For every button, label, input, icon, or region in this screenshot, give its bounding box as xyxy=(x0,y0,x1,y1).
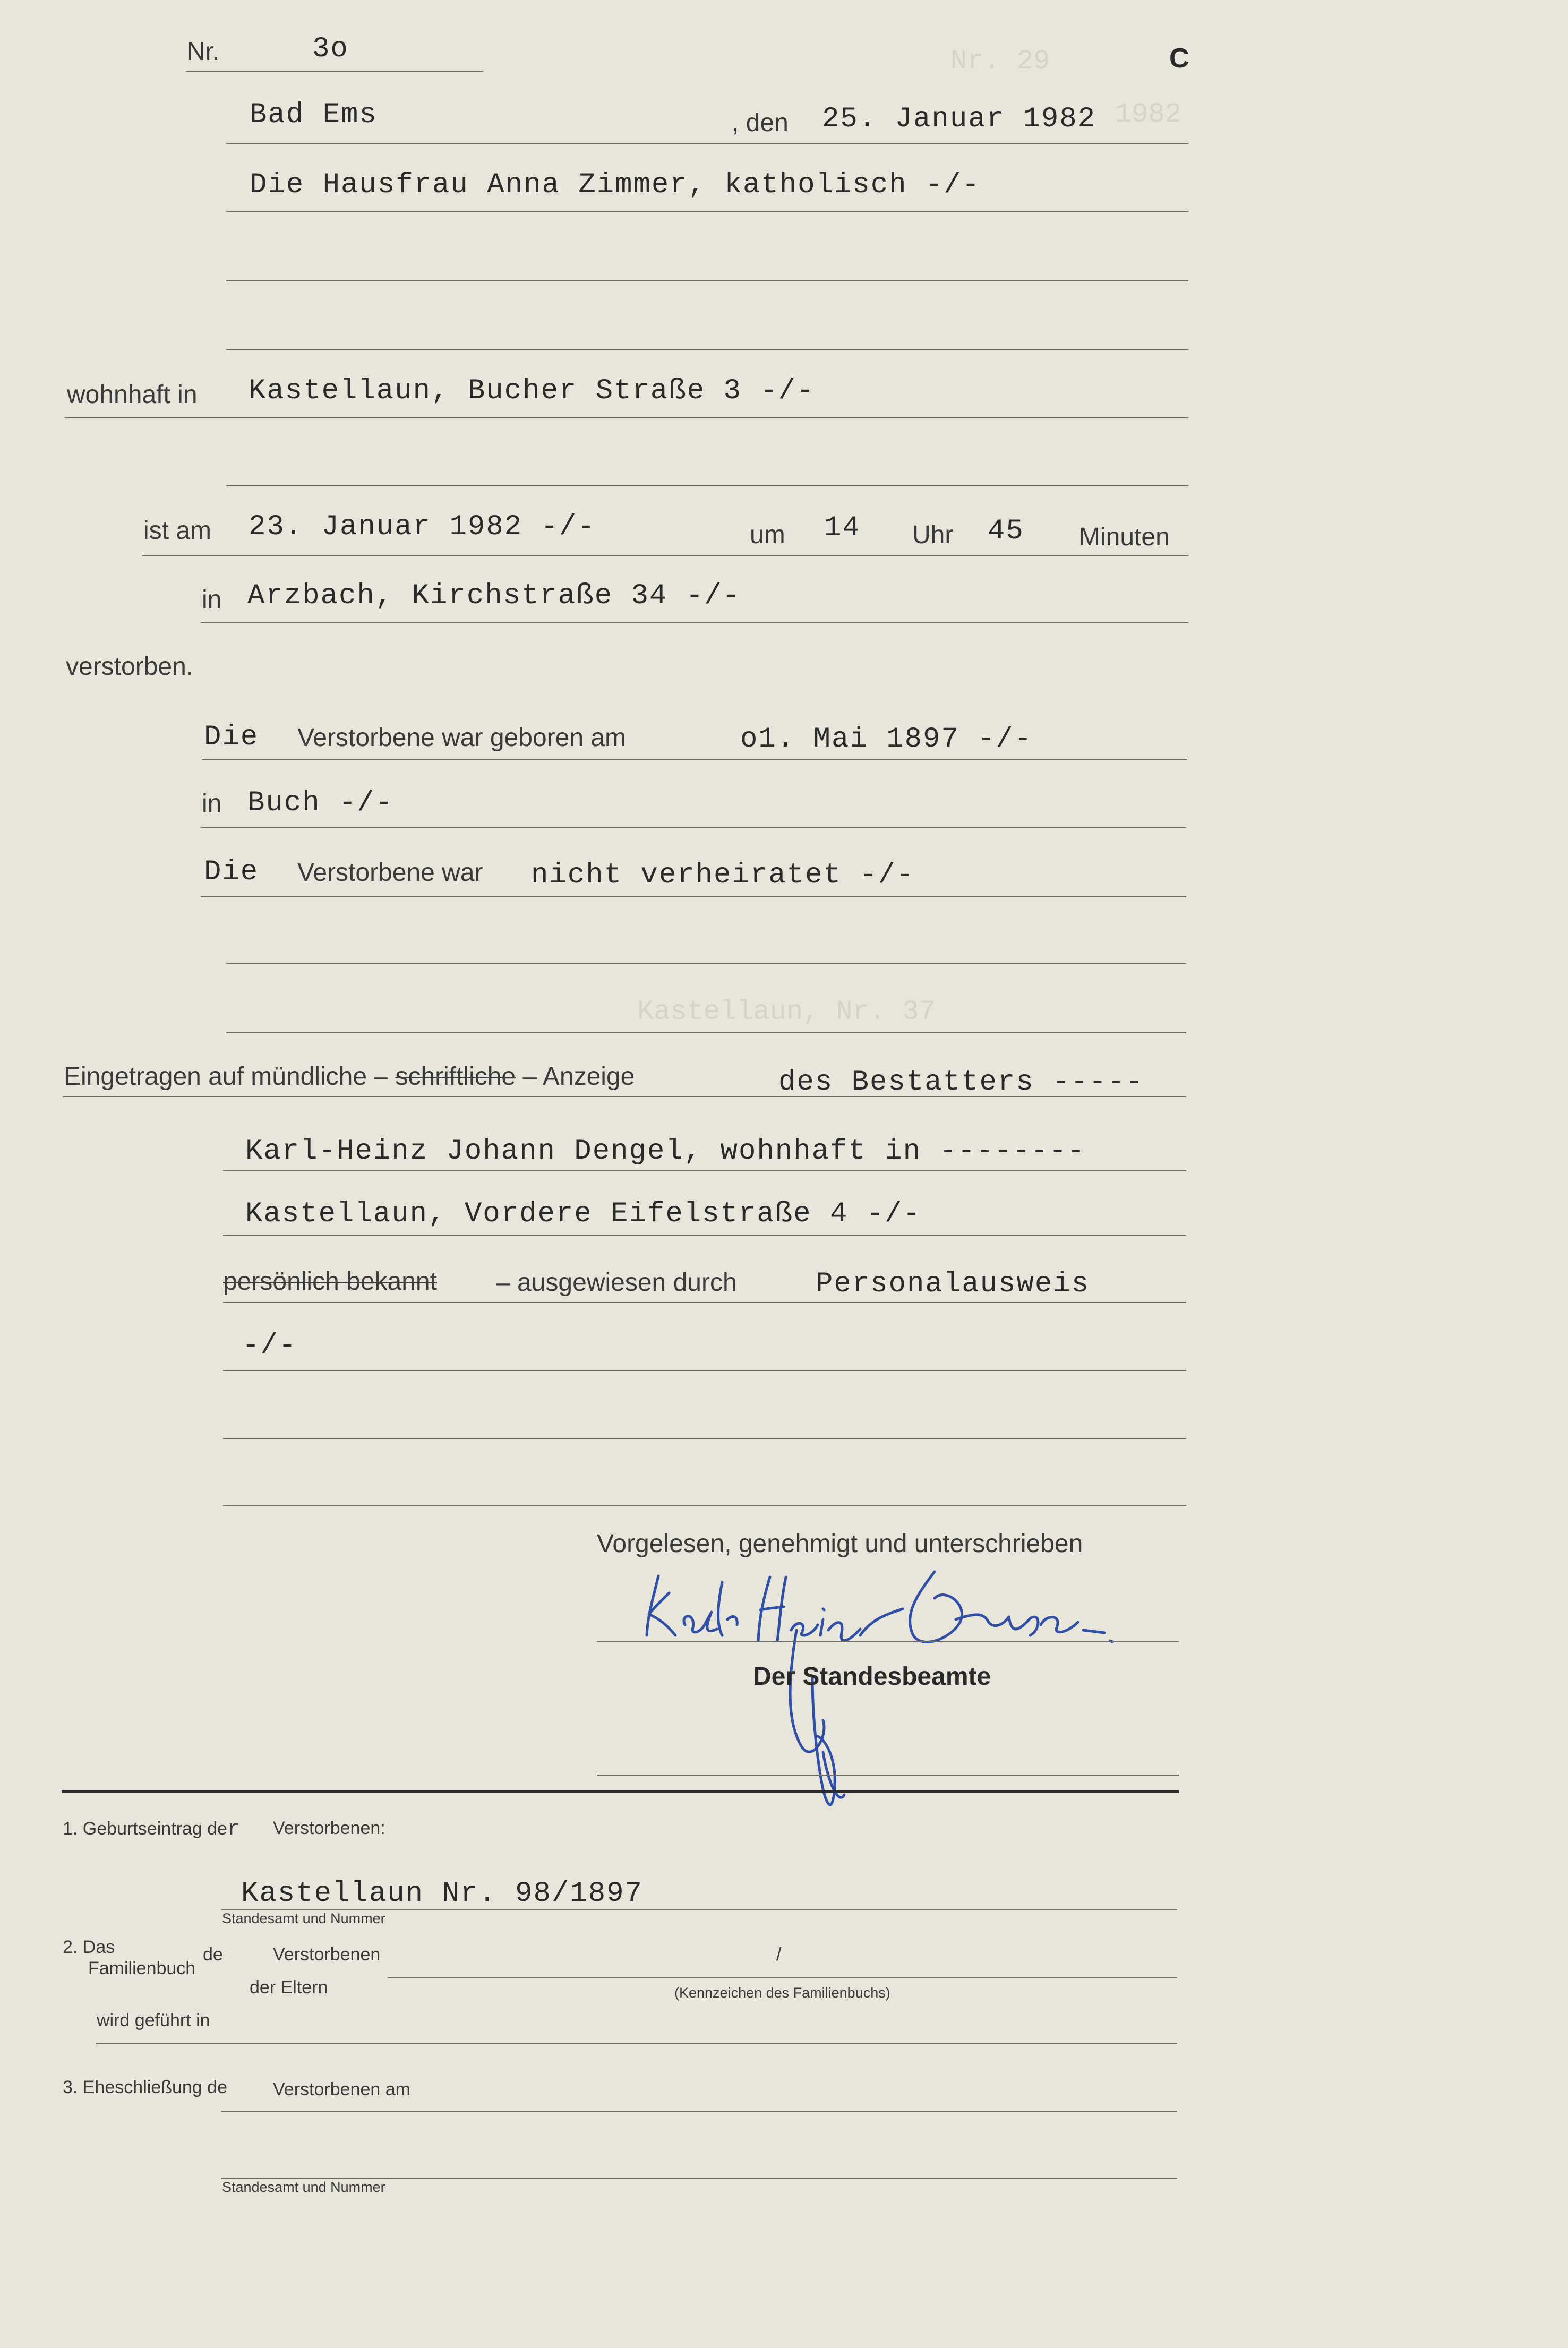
item3-label: 3. Eheschließung de xyxy=(63,2077,227,2097)
item2-eltern: der Eltern xyxy=(250,1977,328,1998)
verstorben-label: verstorben. xyxy=(66,653,194,681)
reporter-address-rule xyxy=(223,1235,1186,1236)
place-value: Bad Ems xyxy=(250,99,378,131)
item2-kennzeichen: (Kennzeichen des Familienbuchs) xyxy=(674,1985,890,2001)
birth-label: Verstorbene war geboren am xyxy=(297,724,627,752)
item1-sub: Standesamt und Nummer xyxy=(222,1910,385,1926)
nr-rule xyxy=(186,71,483,72)
item2-slash: / xyxy=(776,1944,782,1965)
death-in-label: in xyxy=(202,586,222,614)
item3-rule xyxy=(221,2111,1177,2112)
blank-rule xyxy=(226,963,1186,964)
id-value: Personalausweis xyxy=(816,1268,1090,1300)
nr-value: 3o xyxy=(312,33,349,65)
anzeige-text: – Anzeige xyxy=(522,1062,635,1091)
anzeige-value: des Bestatters ----- xyxy=(778,1066,1144,1099)
death-place-rule xyxy=(201,622,1188,623)
item3-sub: Standesamt und Nummer xyxy=(222,2179,385,2195)
item2-familienbuch: Familienbuch xyxy=(88,1958,196,1978)
ist-am-label: ist am xyxy=(143,517,212,545)
ausgewiesen-label: – ausgewiesen durch xyxy=(496,1269,737,1297)
die-2: Die xyxy=(204,856,259,888)
extra-value: -/- xyxy=(242,1330,297,1362)
schriftliche-struck: schriftliche xyxy=(395,1062,516,1091)
standesbeamte-label: Der Standesbeamte xyxy=(753,1663,991,1691)
den-label: , den xyxy=(732,109,789,137)
item1-verstorbenen: Verstorbenen: xyxy=(273,1818,385,1838)
address-value: Kastellaun, Bucher Straße 3 -/- xyxy=(249,375,815,407)
item2-num: 2. Das xyxy=(63,1937,115,1957)
item2-rule xyxy=(388,1977,1177,1978)
address-rule xyxy=(65,417,1188,418)
birth-date-value: o1. Mai 1897 -/- xyxy=(740,723,1033,756)
item3-verstorbenen: Verstorbenen am xyxy=(273,2079,410,2100)
blank-rule xyxy=(226,349,1188,350)
eingetragen-label xyxy=(64,1064,635,1090)
uhr-label: Uhr xyxy=(912,521,954,549)
marital-rule xyxy=(201,896,1186,897)
death-place-value: Arzbach, Kirchstraße 34 -/- xyxy=(247,580,741,612)
show-through-text: Kastellaun, Nr. 37 xyxy=(637,996,936,1027)
id-rule xyxy=(223,1302,1186,1303)
nr-label: Nr. xyxy=(187,38,220,66)
minuten-label: Minuten xyxy=(1079,523,1170,551)
form-letter: C xyxy=(1169,43,1189,74)
birth-place-rule xyxy=(201,827,1186,828)
birth-place-value: Buch -/- xyxy=(247,787,394,819)
item1-label xyxy=(63,1819,240,1840)
date-value: 25. Januar 1982 xyxy=(822,103,1096,135)
footer-separator xyxy=(62,1790,1179,1793)
handwritten-signature xyxy=(637,1561,1147,1858)
item1-label-text: 1. Geburtseintrag de xyxy=(63,1819,227,1839)
persoenlich-struck: persönlich bekannt xyxy=(223,1267,437,1296)
reporter-line: Karl-Heinz Johann Dengel, wohnhaft in -------- xyxy=(245,1135,1086,1168)
minutes-value: 45 xyxy=(988,515,1024,547)
blank-rule xyxy=(226,485,1188,486)
reporter-address: Kastellaun, Vordere Eifelstraße 4 -/- xyxy=(245,1198,921,1230)
item1-value: Kastellaun Nr. 98/1897 xyxy=(241,1878,643,1910)
birth-date-rule xyxy=(202,759,1187,760)
marital-value: nicht verheiratet -/- xyxy=(531,859,915,892)
item2-gefuehrt: wird geführt in xyxy=(97,2010,210,2030)
item2-gefuehrt-rule xyxy=(96,2043,1177,2044)
wohnhaft-label: wohnhaft in xyxy=(67,381,198,409)
place-rule xyxy=(226,143,1188,144)
death-date-rule xyxy=(142,555,1188,556)
show-through-text: Nr. 29 xyxy=(950,46,1050,77)
death-date-value: 23. Januar 1982 -/- xyxy=(249,511,596,543)
blank-rule xyxy=(223,1370,1186,1371)
um-label: um xyxy=(750,521,785,549)
blank-rule xyxy=(223,1438,1186,1439)
item2-verstorbenen: Verstorbenen xyxy=(273,1944,381,1965)
anzeige-rule xyxy=(63,1096,1186,1097)
item1-r: r xyxy=(227,1818,240,1841)
blank-rule xyxy=(597,1775,1179,1776)
hour-value: 14 xyxy=(824,512,861,544)
die-1: Die xyxy=(204,721,259,753)
birth-in-label: in xyxy=(202,790,222,818)
eingetragen-text: Eingetragen auf mündliche – xyxy=(64,1062,389,1091)
signature-rule xyxy=(597,1641,1179,1642)
vorgelesen-label: Vorgelesen, genehmigt und unterschrieben xyxy=(597,1530,1083,1558)
show-through-text: 1982 xyxy=(1115,99,1181,130)
person-name-line: Die Hausfrau Anna Zimmer, katholisch -/- xyxy=(250,169,981,201)
item2-de: de xyxy=(203,1944,223,1965)
blank-rule xyxy=(223,1505,1186,1506)
blank-rule xyxy=(226,1032,1186,1033)
reporter-rule xyxy=(223,1170,1186,1171)
marital-label: Verstorbene war xyxy=(297,859,483,887)
name-rule xyxy=(226,211,1188,212)
blank-rule xyxy=(226,280,1188,281)
